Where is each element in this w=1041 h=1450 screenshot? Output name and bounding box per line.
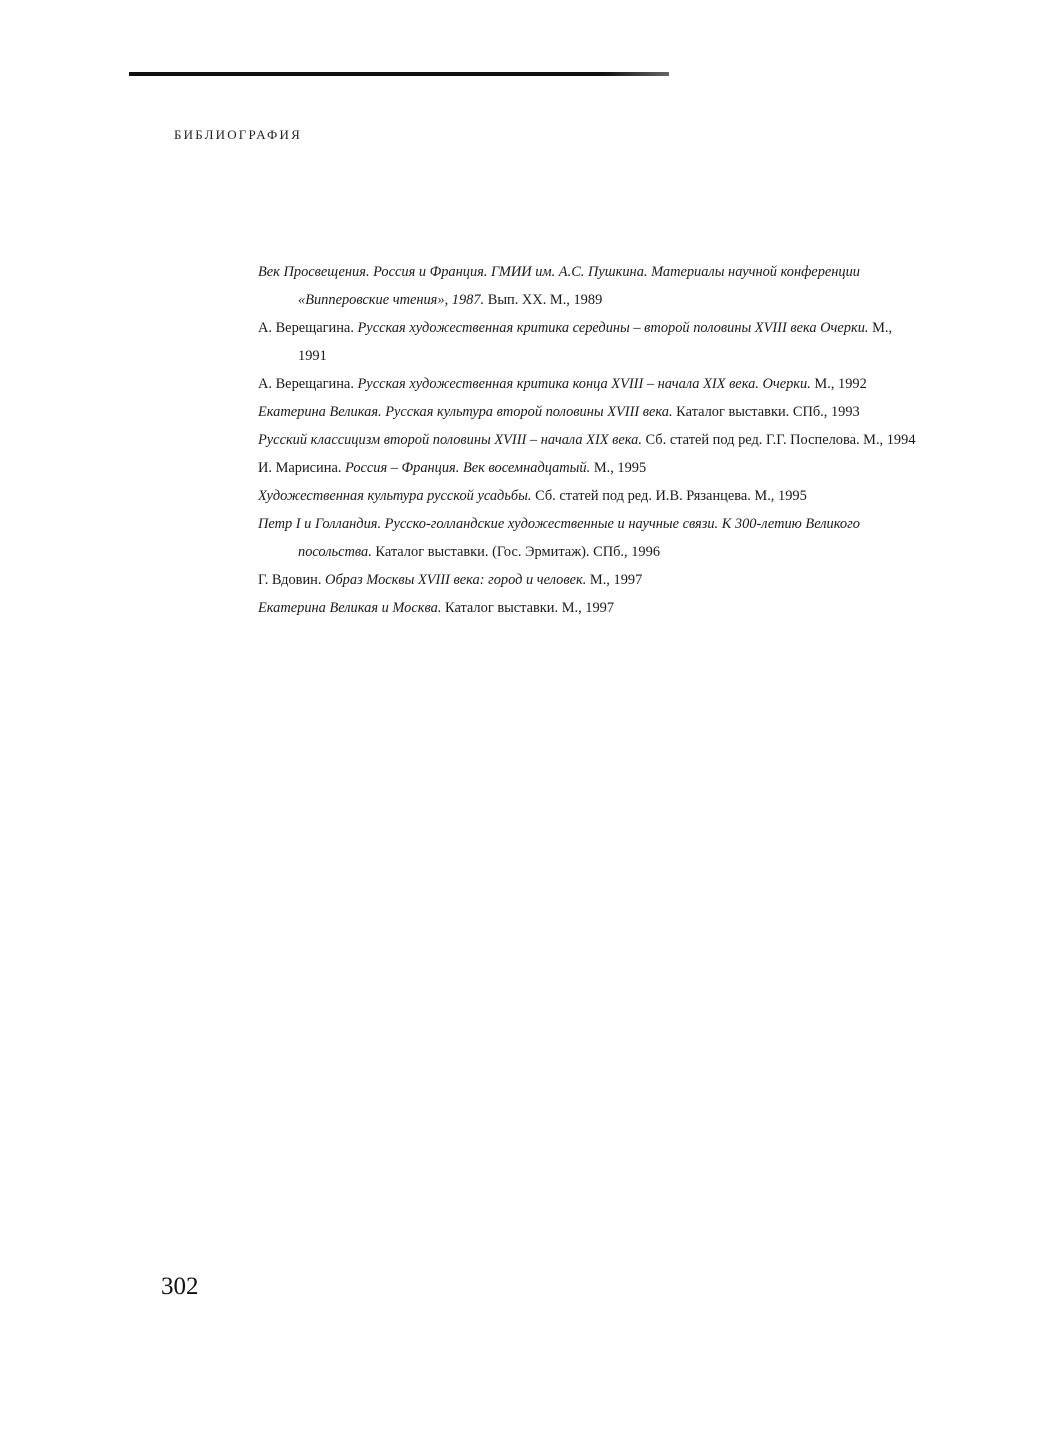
entry-title: Екатерина Великая и Москва. — [258, 600, 442, 616]
bibliography-entry — [258, 258, 918, 314]
entry-title: Русская художественная критика середины – второй половины XVIII века Очерки. — [357, 320, 869, 336]
entry-author: Г. Вдовин. — [258, 572, 326, 588]
bibliography-entry — [258, 482, 918, 510]
entry-details: Каталог выставки. М., 1997 — [441, 600, 615, 616]
entry-title: Екатерина Великая. Русская культура второй половины XVIII века. — [258, 404, 673, 420]
entry-author: А. Верещагина. — [258, 376, 358, 392]
entry-details: М., 1995 — [590, 460, 647, 476]
bibliography-list — [258, 258, 918, 622]
entry-title: Петр I и Голландия. Русско-голландские художественные и научные связи. К 300-летию Великого посольства. — [258, 516, 860, 560]
entry-details: М., 1997 — [586, 572, 643, 588]
bibliography-entry — [258, 594, 918, 622]
entry-details: Сб. статей под ред. Г.Г. Поспелова. М., 1994 — [641, 432, 916, 448]
entry-author: А. Верещагина. — [258, 320, 358, 336]
entry-details: Сб. статей под ред. И.В. Рязанцева. М., 1995 — [531, 488, 807, 504]
bibliography-entry — [258, 426, 918, 454]
entry-title: Художественная культура русской усадьбы. — [258, 488, 532, 504]
top-rule — [129, 72, 669, 76]
section-title: БИБЛИОГРАФИЯ — [174, 127, 302, 142]
bibliography-entry — [258, 510, 918, 566]
entry-details: Вып. XX. М., 1989 — [484, 292, 603, 308]
entry-title: Русская художественная критика конца XVIII – начала XIX века. Очерки. — [357, 376, 811, 392]
entry-title: Образ Москвы XVIII века: город и человек. — [325, 572, 587, 588]
bibliography-entry — [258, 398, 918, 426]
entry-title: Россия – Франция. Век восемнадцатый. — [345, 460, 591, 476]
entry-title: Русский классицизм второй половины XVIII – начала XIX века. — [258, 432, 642, 448]
entry-details: Каталог выставки. (Гос. Эрмитаж). СПб., 1996 — [371, 544, 661, 560]
entry-author: И. Марисина. — [258, 460, 346, 476]
bibliography-entry — [258, 454, 918, 482]
entry-details: М., 1991 — [298, 320, 893, 364]
bibliography-entry — [258, 314, 918, 370]
bibliography-entry — [258, 566, 918, 594]
page-number: 302 — [161, 1273, 199, 1300]
entry-details: Каталог выставки. СПб., 1993 — [672, 404, 860, 420]
entry-details: М., 1992 — [810, 376, 867, 392]
bibliography-entry — [258, 370, 918, 398]
entry-title: Век Просвещения. Россия и Франция. ГМИИ им. А.С. Пушкина. Материалы научной конференции «Випперовские чтения», 1987. — [258, 264, 861, 308]
